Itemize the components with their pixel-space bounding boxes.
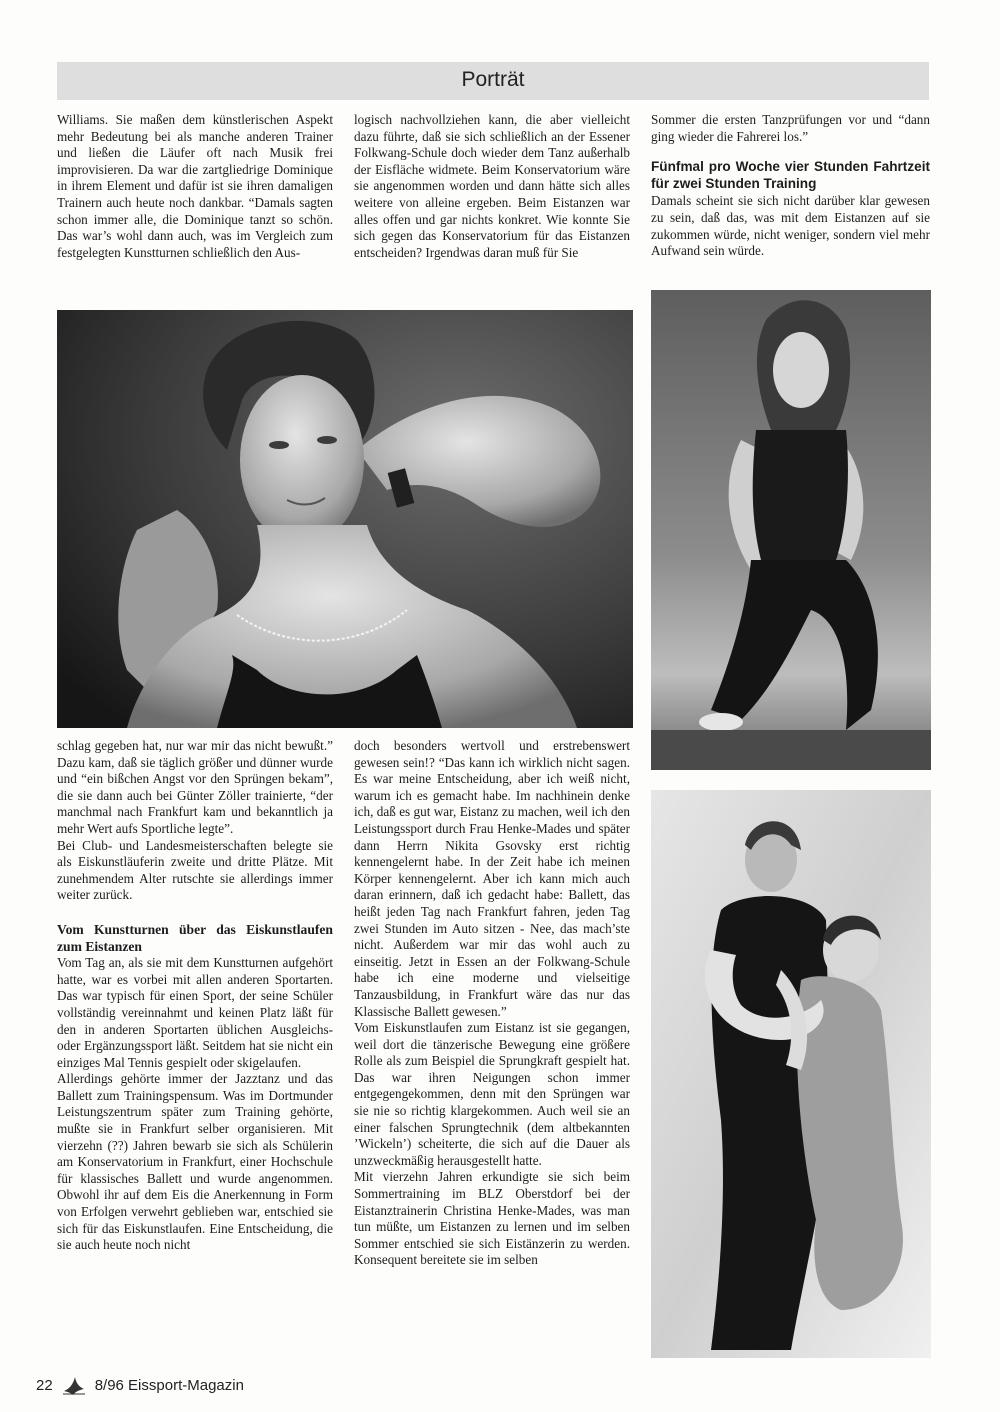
paragraph: logisch nachvollziehen kann, die aber vielleicht dazu führte, daß sie sich schließlich an der Essener Folkwang-Schule doch wieder dem Tanz außerhalb der Eisfläche widmete. Beim Konservatorium wäre sie angenommen worden und dann hätte sich alles weitere von alleine ergeben. Beim Eistanzen war alles offen und gar nichts konkret. Wie konnte Sie sich gegen das Konservatorium für das Eistanzen entscheiden? Irgendwas daran muß für Sie (354, 112, 630, 260)
section-header-band (57, 62, 929, 100)
column-1-bottom (57, 738, 333, 1368)
paragraph: Mit vierzehn Jahren erkundigte sie sich beim Sommertraining im BLZ Oberstdorf bei der Eistanztrainerin Christina Henke-Mades, was man tun müßte, um Eistanzen zu lernen und im selben Sommer entschied sie sich Eistänzerin zu werden. Konsequent bereitete sie im selben (354, 1169, 630, 1268)
column-2-bottom (354, 738, 630, 1368)
page-number: 22 (36, 1376, 53, 1394)
section-title: Porträt (461, 68, 525, 91)
column-1-top (57, 112, 333, 300)
paragraph: doch besonders wertvoll und erstrebenswert gewesen sein!? “Das kann ich wirklich nicht sagen. Es war meine Entscheidung, aber ich weiß nicht, warum ich es gemacht habe. Im nachhinein denke ich, daß es gut war, Eistanz zu machen, weil ich den Leistungssport durch Frau Henke-Mades und später dann Herrn Nikita Gsovsky erst richtig kennengelernt habe. In der Zeit habe ich meinen Körper kennengelernt. Aber ich kann mich auch daran erinnern, daß ich gedacht habe: Ballett, das heißt jeden Tag nach Frankfurt fahren, jeden Tag zwei Stunden im Auto sitzen - Nee, das mach’ste nicht. Außerdem war mir das wohl auch zu einseitig. Jetzt in Essen an der Folkwang-Schule habe ich eine moderne und vielseitige Tanzausbildung, in Frankfurt wäre das nur das Klassische Ballett gewesen.” (354, 738, 630, 1019)
portrait-photo (57, 310, 633, 728)
kneeling-photo (651, 290, 931, 770)
subheading: Vom Kunstturnen über das Eiskunstlaufen zum Eistanzen (57, 921, 333, 954)
paragraph: Allerdings gehörte immer der Jazztanz und das Ballett zum Trainingspensum. Was im Dortmunder Leistungszentrum später zum Training gehörte, mußte sie in Frankfurt selber organisieren. Mit vierzehn (??) Jahren bewarb sie sich als Schülerin am Konservatorium in Frankfurt, einer Hochschule für klassisches Ballett und wurde angenommen. Obwohl ihr auf dem Eis die Anerkennung in Form von Erfolgen verwehrt geblieben war, entschied sie sich für das Eiskunstlaufen. Eine Entscheidung, die sie auch heute noch nicht (57, 1071, 333, 1253)
page-footer (36, 1374, 244, 1396)
paragraph: schlag gegeben hat, nur war mir das nicht bewußt.” Dazu kam, daß sie täglich größer und dünner wurde und “ein bißchen Angst vor den Sprüngen bekam”, die sie dann auch bei Günter Zöller trainierte, “der manchmal nach Frankfurt kam und bekanntlich ja mehr Wert aufs Sportliche legte”. (57, 738, 333, 836)
paragraph: Vom Tag an, als sie mit dem Kunstturnen aufgehört hatte, war es vorbei mit allen anderen Sportarten. Das war typisch für einen Sport, der seine Schüler vollständig vereinnahmt und keinen Platz läßt für den in anderen Sportarten üblichen Ausgleichs- oder Ergänzungssport läßt. Seitdem hat sie nicht ein einziges Mal Tennis gespielt oder skigelaufen. (57, 955, 333, 1070)
issue-label: 8/96 Eissport-Magazin (94, 1376, 244, 1394)
paragraph: Williams. Sie maßen dem künstlerischen Aspekt mehr Bedeutung bei als manche anderen Trainer und ließen die Läufer oft nach Musik frei improvisieren. Da war die zartgliedrige Dominique in ihrem Element und dafür ist sie ihren damaligen Trainern auch heute noch dankbar. “Damals sagten schon immer alle, die Dominique tanzt so schön. Das war’s wohl dann auch, was im Vergleich zum festgelegten Kunstturnen schließlich den Aus- (57, 112, 333, 260)
paragraph: Damals scheint sie sich nicht darüber klar gewesen zu sein, daß das, was mit dem Eistanzen auf sie zukommen würde, nicht weniger, sondern viel mehr Aufwand sein würde. (651, 193, 930, 259)
ice-dance-couple-photo (651, 790, 931, 1358)
column-2-top (354, 112, 630, 300)
bird-logo-icon (61, 1373, 87, 1397)
subheading: Fünfmal pro Woche vier Stunden Fahrtzeit für zwei Stunden Training (651, 159, 930, 191)
paragraph: Vom Eiskunstlaufen zum Eistanz ist sie gegangen, weil dort die tänzerische Bewegung eine größere Rolle als zum Beispiel die Sprungkraft gespielt hat. Das war ihren Neigungen schon immer entgegengekommen, denn mit den Sprüngen war sie nie so richtig klargekommen. Auch weil sie an einer falschen Sprungtechnik (dem altbekannten ’Wickeln’) scheiterte, die sich auf die Dauer als unzweckmäßig herausgestellt hatte. (354, 1020, 630, 1168)
column-3-top (651, 112, 930, 288)
paragraph: Sommer die ersten Tanzprüfungen vor und “dann ging wieder die Fahrerei los.” (651, 112, 930, 144)
paragraph: Bei Club- und Landesmeisterschaften belegte sie als Eiskunstläuferin zweite und dritte Plätze. Mit zunehmendem Alter rutschte sie allerdings immer weiter zurück. (57, 837, 333, 903)
